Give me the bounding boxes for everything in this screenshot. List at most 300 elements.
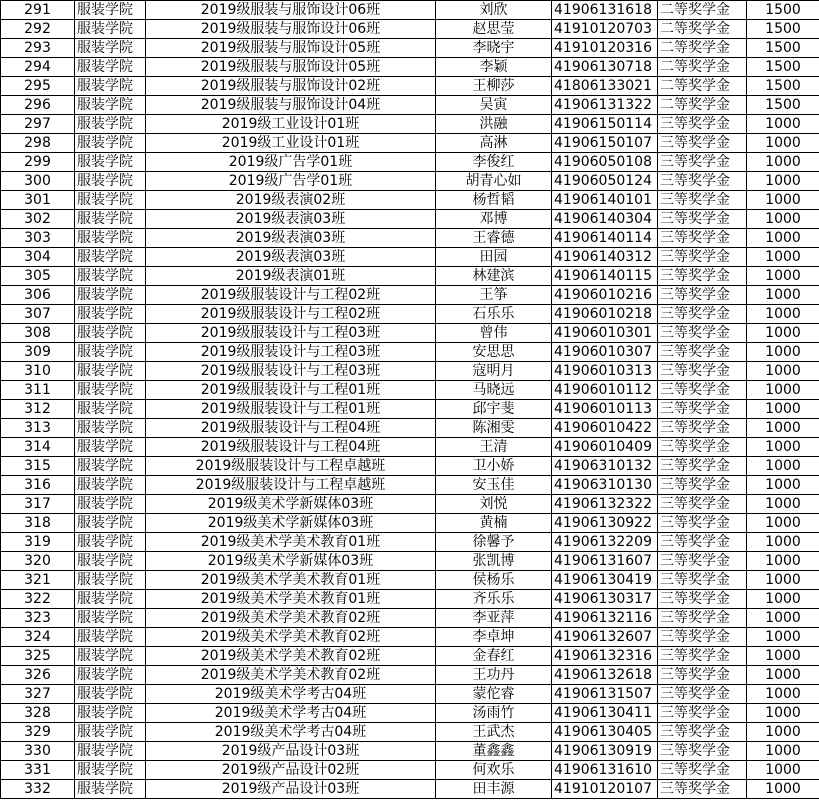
- award-cell[interactable]: 三等奖学金: [658, 438, 747, 457]
- college-cell[interactable]: 服装学院: [75, 39, 146, 58]
- student-id-cell[interactable]: 41906131322: [552, 96, 658, 115]
- amount-cell[interactable]: 1000: [747, 343, 819, 362]
- amount-cell[interactable]: 1500: [747, 1, 819, 20]
- class-cell[interactable]: 2019级表演03班: [146, 248, 436, 267]
- student-name-cell[interactable]: 王柳莎: [436, 77, 552, 96]
- amount-cell[interactable]: 1500: [747, 96, 819, 115]
- class-cell[interactable]: 2019级服装与服饰设计06班: [146, 20, 436, 39]
- class-cell[interactable]: 2019级服装与服饰设计05班: [146, 58, 436, 77]
- student-id-cell[interactable]: 41906010301: [552, 324, 658, 343]
- student-id-cell[interactable]: 41906140115: [552, 267, 658, 286]
- student-name-cell[interactable]: 安思思: [436, 343, 552, 362]
- class-cell[interactable]: 2019级服装设计与工程03班: [146, 343, 436, 362]
- class-cell[interactable]: 2019级表演01班: [146, 267, 436, 286]
- student-name-cell[interactable]: 邱宇斐: [436, 400, 552, 419]
- student-name-cell[interactable]: 卫小娇: [436, 457, 552, 476]
- student-id-cell[interactable]: 41906132322: [552, 495, 658, 514]
- college-cell[interactable]: 服装学院: [75, 761, 146, 780]
- amount-cell[interactable]: 1000: [747, 590, 819, 609]
- student-id-cell[interactable]: 41906140114: [552, 229, 658, 248]
- award-cell[interactable]: 三等奖学金: [658, 400, 747, 419]
- college-cell[interactable]: 服装学院: [75, 1, 146, 20]
- row-number-cell[interactable]: 301: [1, 191, 75, 210]
- award-cell[interactable]: 三等奖学金: [658, 362, 747, 381]
- student-id-cell[interactable]: 41906130405: [552, 723, 658, 742]
- award-cell[interactable]: 三等奖学金: [658, 305, 747, 324]
- student-name-cell[interactable]: 金春红: [436, 647, 552, 666]
- class-cell[interactable]: 2019级美术学美术教育01班: [146, 590, 436, 609]
- award-cell[interactable]: 三等奖学金: [658, 552, 747, 571]
- class-cell[interactable]: 2019级服装设计与工程01班: [146, 400, 436, 419]
- table-row: [1, 590, 819, 609]
- student-name-cell[interactable]: 李颖: [436, 58, 552, 77]
- table-row: [1, 457, 819, 476]
- student-id-cell[interactable]: 41906132116: [552, 609, 658, 628]
- award-cell[interactable]: 三等奖学金: [658, 571, 747, 590]
- amount-cell[interactable]: 1000: [747, 362, 819, 381]
- college-cell[interactable]: 服装学院: [75, 96, 146, 115]
- student-id-cell[interactable]: 41910120316: [552, 39, 658, 58]
- row-number-cell[interactable]: 325: [1, 647, 75, 666]
- college-cell[interactable]: 服装学院: [75, 590, 146, 609]
- college-cell[interactable]: 服装学院: [75, 58, 146, 77]
- college-cell[interactable]: 服装学院: [75, 20, 146, 39]
- award-cell[interactable]: 三等奖学金: [658, 533, 747, 552]
- student-id-cell[interactable]: 41906010112: [552, 381, 658, 400]
- row-number-cell[interactable]: 329: [1, 723, 75, 742]
- award-cell[interactable]: 三等奖学金: [658, 210, 747, 229]
- student-name-cell[interactable]: 王筝: [436, 286, 552, 305]
- award-cell[interactable]: 三等奖学金: [658, 780, 747, 799]
- amount-cell[interactable]: 1000: [747, 628, 819, 647]
- student-name-cell[interactable]: 赵思莹: [436, 20, 552, 39]
- amount-cell[interactable]: 1000: [747, 248, 819, 267]
- student-name-cell[interactable]: 蒙佗睿: [436, 685, 552, 704]
- row-number-cell[interactable]: 300: [1, 172, 75, 191]
- student-name-cell[interactable]: 邓博: [436, 210, 552, 229]
- award-cell[interactable]: 二等奖学金: [658, 20, 747, 39]
- college-cell[interactable]: 服装学院: [75, 400, 146, 419]
- class-cell[interactable]: 2019级服装设计与工程卓越班: [146, 457, 436, 476]
- class-cell[interactable]: 2019级表演03班: [146, 210, 436, 229]
- class-cell[interactable]: 2019级表演02班: [146, 191, 436, 210]
- row-number-cell[interactable]: 326: [1, 666, 75, 685]
- student-id-cell[interactable]: 41906010218: [552, 305, 658, 324]
- row-number-cell[interactable]: 331: [1, 761, 75, 780]
- student-id-cell[interactable]: 41806133021: [552, 77, 658, 96]
- row-number-cell[interactable]: 322: [1, 590, 75, 609]
- student-id-cell[interactable]: 41906130317: [552, 590, 658, 609]
- row-number-cell[interactable]: 327: [1, 685, 75, 704]
- student-id-cell[interactable]: 41906010422: [552, 419, 658, 438]
- college-cell[interactable]: 服装学院: [75, 381, 146, 400]
- class-cell[interactable]: 2019级美术学美术教育01班: [146, 571, 436, 590]
- row-number-cell[interactable]: 332: [1, 780, 75, 799]
- row-number-cell[interactable]: 298: [1, 134, 75, 153]
- row-number-cell[interactable]: 316: [1, 476, 75, 495]
- student-id-cell[interactable]: 41906132316: [552, 647, 658, 666]
- award-cell[interactable]: 二等奖学金: [658, 96, 747, 115]
- amount-cell[interactable]: 1000: [747, 267, 819, 286]
- amount-cell[interactable]: 1500: [747, 77, 819, 96]
- row-number-cell[interactable]: 321: [1, 571, 75, 590]
- amount-cell[interactable]: 1000: [747, 305, 819, 324]
- amount-cell[interactable]: 1000: [747, 419, 819, 438]
- college-cell[interactable]: 服装学院: [75, 723, 146, 742]
- college-cell[interactable]: 服装学院: [75, 267, 146, 286]
- row-number-cell[interactable]: 330: [1, 742, 75, 761]
- student-name-cell[interactable]: 杨哲韬: [436, 191, 552, 210]
- amount-cell[interactable]: 1000: [747, 533, 819, 552]
- class-cell[interactable]: 2019级美术学美术教育01班: [146, 533, 436, 552]
- college-cell[interactable]: 服装学院: [75, 666, 146, 685]
- student-id-cell[interactable]: 41906131610: [552, 761, 658, 780]
- student-name-cell[interactable]: 汤雨竹: [436, 704, 552, 723]
- table-row: [1, 305, 819, 324]
- row-number-cell[interactable]: 318: [1, 514, 75, 533]
- class-cell[interactable]: 2019级美术学新媒体03班: [146, 514, 436, 533]
- class-cell[interactable]: 2019级服装与服饰设计06班: [146, 1, 436, 20]
- student-name-cell[interactable]: 何欢乐: [436, 761, 552, 780]
- college-cell[interactable]: 服装学院: [75, 286, 146, 305]
- student-id-cell[interactable]: 41906010313: [552, 362, 658, 381]
- student-name-cell[interactable]: 马晓远: [436, 381, 552, 400]
- student-name-cell[interactable]: 张凯博: [436, 552, 552, 571]
- award-cell[interactable]: 三等奖学金: [658, 666, 747, 685]
- college-cell[interactable]: 服装学院: [75, 609, 146, 628]
- amount-cell[interactable]: 1000: [747, 742, 819, 761]
- student-id-cell[interactable]: 41906130419: [552, 571, 658, 590]
- amount-cell[interactable]: 1500: [747, 39, 819, 58]
- award-cell[interactable]: 三等奖学金: [658, 761, 747, 780]
- amount-cell[interactable]: 1000: [747, 647, 819, 666]
- student-id-cell[interactable]: 41906050124: [552, 172, 658, 191]
- amount-cell[interactable]: 1000: [747, 552, 819, 571]
- student-id-cell[interactable]: 41906132209: [552, 533, 658, 552]
- class-cell[interactable]: 2019级服装设计与工程03班: [146, 362, 436, 381]
- college-cell[interactable]: 服装学院: [75, 248, 146, 267]
- row-number-cell[interactable]: 305: [1, 267, 75, 286]
- college-cell[interactable]: 服装学院: [75, 153, 146, 172]
- student-name-cell[interactable]: 齐乐乐: [436, 590, 552, 609]
- amount-cell[interactable]: 1000: [747, 514, 819, 533]
- student-id-cell[interactable]: 41906010307: [552, 343, 658, 362]
- amount-cell[interactable]: 1000: [747, 286, 819, 305]
- award-cell[interactable]: 三等奖学金: [658, 514, 747, 533]
- award-cell[interactable]: 三等奖学金: [658, 457, 747, 476]
- college-cell[interactable]: 服装学院: [75, 343, 146, 362]
- award-cell[interactable]: 三等奖学金: [658, 324, 747, 343]
- amount-cell[interactable]: 1000: [747, 191, 819, 210]
- class-cell[interactable]: 2019级服装与服饰设计02班: [146, 77, 436, 96]
- amount-cell[interactable]: 1000: [747, 704, 819, 723]
- amount-cell[interactable]: 1000: [747, 134, 819, 153]
- row-number-cell[interactable]: 315: [1, 457, 75, 476]
- class-cell[interactable]: 2019级美术学考古04班: [146, 685, 436, 704]
- student-name-cell[interactable]: 安玉佳: [436, 476, 552, 495]
- college-cell[interactable]: 服装学院: [75, 210, 146, 229]
- row-number-cell[interactable]: 309: [1, 343, 75, 362]
- amount-cell[interactable]: 1000: [747, 761, 819, 780]
- amount-cell[interactable]: 1000: [747, 400, 819, 419]
- class-cell[interactable]: 2019级服装与服饰设计04班: [146, 96, 436, 115]
- amount-cell[interactable]: 1000: [747, 153, 819, 172]
- award-cell[interactable]: 三等奖学金: [658, 115, 747, 134]
- student-name-cell[interactable]: 王武杰: [436, 723, 552, 742]
- student-name-cell[interactable]: 田丰源: [436, 780, 552, 799]
- award-cell[interactable]: 三等奖学金: [658, 590, 747, 609]
- amount-cell[interactable]: 1000: [747, 609, 819, 628]
- student-name-cell[interactable]: 王功丹: [436, 666, 552, 685]
- row-number-cell[interactable]: 311: [1, 381, 75, 400]
- class-cell[interactable]: 2019级美术学美术教育02班: [146, 666, 436, 685]
- award-cell[interactable]: 三等奖学金: [658, 704, 747, 723]
- row-number-cell[interactable]: 328: [1, 704, 75, 723]
- college-cell[interactable]: 服装学院: [75, 571, 146, 590]
- amount-cell[interactable]: 1000: [747, 324, 819, 343]
- amount-cell[interactable]: 1500: [747, 20, 819, 39]
- college-cell[interactable]: 服装学院: [75, 780, 146, 799]
- student-name-cell[interactable]: 王睿德: [436, 229, 552, 248]
- award-cell[interactable]: 三等奖学金: [658, 172, 747, 191]
- amount-cell[interactable]: 1000: [747, 229, 819, 248]
- row-number-cell[interactable]: 313: [1, 419, 75, 438]
- student-id-cell[interactable]: 41906310132: [552, 457, 658, 476]
- amount-cell[interactable]: 1000: [747, 381, 819, 400]
- student-id-cell[interactable]: 41906310130: [552, 476, 658, 495]
- amount-cell[interactable]: 1000: [747, 457, 819, 476]
- class-cell[interactable]: 2019级美术学新媒体03班: [146, 552, 436, 571]
- award-cell[interactable]: 三等奖学金: [658, 609, 747, 628]
- class-cell[interactable]: 2019级产品设计03班: [146, 780, 436, 799]
- college-cell[interactable]: 服装学院: [75, 704, 146, 723]
- award-cell[interactable]: 三等奖学金: [658, 381, 747, 400]
- class-cell[interactable]: 2019级美术学新媒体03班: [146, 495, 436, 514]
- student-name-cell[interactable]: 吴寅: [436, 96, 552, 115]
- student-id-cell[interactable]: 41906131507: [552, 685, 658, 704]
- student-name-cell[interactable]: 王清: [436, 438, 552, 457]
- college-cell[interactable]: 服装学院: [75, 514, 146, 533]
- student-id-cell[interactable]: 41906010409: [552, 438, 658, 457]
- class-cell[interactable]: 2019级服装设计与工程02班: [146, 305, 436, 324]
- award-cell[interactable]: 三等奖学金: [658, 343, 747, 362]
- student-id-cell[interactable]: 41906132607: [552, 628, 658, 647]
- row-number-cell[interactable]: 292: [1, 20, 75, 39]
- class-cell[interactable]: 2019级广告学01班: [146, 153, 436, 172]
- award-cell[interactable]: 三等奖学金: [658, 476, 747, 495]
- row-number-cell[interactable]: 303: [1, 229, 75, 248]
- row-number-cell[interactable]: 324: [1, 628, 75, 647]
- class-cell[interactable]: 2019级服装设计与工程03班: [146, 324, 436, 343]
- amount-cell[interactable]: 1000: [747, 723, 819, 742]
- student-name-cell[interactable]: 刘欣: [436, 1, 552, 20]
- award-cell[interactable]: 三等奖学金: [658, 419, 747, 438]
- row-number-cell[interactable]: 294: [1, 58, 75, 77]
- amount-cell[interactable]: 1000: [747, 495, 819, 514]
- class-cell[interactable]: 2019级工业设计01班: [146, 115, 436, 134]
- college-cell[interactable]: 服装学院: [75, 552, 146, 571]
- student-id-cell[interactable]: 41906150107: [552, 134, 658, 153]
- student-name-cell[interactable]: 李卓坤: [436, 628, 552, 647]
- college-cell[interactable]: 服装学院: [75, 362, 146, 381]
- class-cell[interactable]: 2019级服装设计与工程卓越班: [146, 476, 436, 495]
- award-cell[interactable]: 三等奖学金: [658, 229, 747, 248]
- student-id-cell[interactable]: 41910120107: [552, 780, 658, 799]
- class-cell[interactable]: 2019级服装与服饰设计05班: [146, 39, 436, 58]
- student-name-cell[interactable]: 侯杨乐: [436, 571, 552, 590]
- college-cell[interactable]: 服装学院: [75, 419, 146, 438]
- class-cell[interactable]: 2019级服装设计与工程04班: [146, 419, 436, 438]
- college-cell[interactable]: 服装学院: [75, 324, 146, 343]
- class-cell[interactable]: 2019级美术学美术教育02班: [146, 609, 436, 628]
- row-number-cell[interactable]: 296: [1, 96, 75, 115]
- college-cell[interactable]: 服装学院: [75, 685, 146, 704]
- row-number-cell[interactable]: 308: [1, 324, 75, 343]
- student-name-cell[interactable]: 胡青心如: [436, 172, 552, 191]
- college-cell[interactable]: 服装学院: [75, 229, 146, 248]
- student-name-cell[interactable]: 黄楠: [436, 514, 552, 533]
- student-id-cell[interactable]: 41906130919: [552, 742, 658, 761]
- student-id-cell[interactable]: 41906010216: [552, 286, 658, 305]
- amount-cell[interactable]: 1000: [747, 685, 819, 704]
- student-name-cell[interactable]: 石乐乐: [436, 305, 552, 324]
- award-cell[interactable]: 三等奖学金: [658, 248, 747, 267]
- college-cell[interactable]: 服装学院: [75, 647, 146, 666]
- student-name-cell[interactable]: 田园: [436, 248, 552, 267]
- amount-cell[interactable]: 1000: [747, 172, 819, 191]
- table-row: [1, 628, 819, 647]
- student-id-cell[interactable]: 41906130718: [552, 58, 658, 77]
- class-cell[interactable]: 2019级美术学考古04班: [146, 723, 436, 742]
- college-cell[interactable]: 服装学院: [75, 742, 146, 761]
- award-cell[interactable]: 二等奖学金: [658, 39, 747, 58]
- student-id-cell[interactable]: 41906150114: [552, 115, 658, 134]
- student-id-cell[interactable]: 41906130411: [552, 704, 658, 723]
- student-name-cell[interactable]: 李亚萍: [436, 609, 552, 628]
- student-name-cell[interactable]: 高淋: [436, 134, 552, 153]
- table-row: [1, 20, 819, 39]
- class-cell[interactable]: 2019级服装设计与工程04班: [146, 438, 436, 457]
- college-cell[interactable]: 服装学院: [75, 438, 146, 457]
- amount-cell[interactable]: 1000: [747, 476, 819, 495]
- college-cell[interactable]: 服装学院: [75, 476, 146, 495]
- student-name-cell[interactable]: 徐馨予: [436, 533, 552, 552]
- award-cell[interactable]: 三等奖学金: [658, 153, 747, 172]
- amount-cell[interactable]: 1000: [747, 210, 819, 229]
- student-name-cell[interactable]: 李晓宇: [436, 39, 552, 58]
- student-id-cell[interactable]: 41906010113: [552, 400, 658, 419]
- row-number-cell[interactable]: 310: [1, 362, 75, 381]
- class-cell[interactable]: 2019级美术学考古04班: [146, 704, 436, 723]
- class-cell[interactable]: 2019级服装设计与工程01班: [146, 381, 436, 400]
- college-cell[interactable]: 服装学院: [75, 134, 146, 153]
- student-name-cell[interactable]: 陈湘雯: [436, 419, 552, 438]
- award-cell[interactable]: 三等奖学金: [658, 495, 747, 514]
- amount-cell[interactable]: 1000: [747, 571, 819, 590]
- amount-cell[interactable]: 1000: [747, 780, 819, 799]
- award-cell[interactable]: 三等奖学金: [658, 685, 747, 704]
- class-cell[interactable]: 2019级美术学美术教育02班: [146, 628, 436, 647]
- row-number-cell[interactable]: 319: [1, 533, 75, 552]
- row-number-cell[interactable]: 304: [1, 248, 75, 267]
- student-name-cell[interactable]: 曾伟: [436, 324, 552, 343]
- student-id-cell[interactable]: 41906130922: [552, 514, 658, 533]
- college-cell[interactable]: 服装学院: [75, 305, 146, 324]
- student-name-cell[interactable]: 董鑫鑫: [436, 742, 552, 761]
- award-cell[interactable]: 三等奖学金: [658, 742, 747, 761]
- row-number-cell[interactable]: 320: [1, 552, 75, 571]
- college-cell[interactable]: 服装学院: [75, 457, 146, 476]
- student-name-cell[interactable]: 刘悦: [436, 495, 552, 514]
- award-cell[interactable]: 三等奖学金: [658, 134, 747, 153]
- college-cell[interactable]: 服装学院: [75, 191, 146, 210]
- student-id-cell[interactable]: 41906131607: [552, 552, 658, 571]
- student-id-cell[interactable]: 41906140304: [552, 210, 658, 229]
- award-cell[interactable]: 二等奖学金: [658, 77, 747, 96]
- class-cell[interactable]: 2019级工业设计01班: [146, 134, 436, 153]
- class-cell[interactable]: 2019级美术学美术教育02班: [146, 647, 436, 666]
- class-cell[interactable]: 2019级服装设计与工程02班: [146, 286, 436, 305]
- award-cell[interactable]: 三等奖学金: [658, 286, 747, 305]
- student-id-cell[interactable]: 41906132618: [552, 666, 658, 685]
- student-id-cell[interactable]: 41910120703: [552, 20, 658, 39]
- student-id-cell[interactable]: 41906140101: [552, 191, 658, 210]
- amount-cell[interactable]: 1500: [747, 58, 819, 77]
- row-number-cell[interactable]: 306: [1, 286, 75, 305]
- class-cell[interactable]: 2019级表演03班: [146, 229, 436, 248]
- amount-cell[interactable]: 1000: [747, 115, 819, 134]
- college-cell[interactable]: 服装学院: [75, 495, 146, 514]
- student-name-cell[interactable]: 洪融: [436, 115, 552, 134]
- award-cell[interactable]: 二等奖学金: [658, 58, 747, 77]
- row-number-cell[interactable]: 295: [1, 77, 75, 96]
- award-cell[interactable]: 三等奖学金: [658, 191, 747, 210]
- row-number-cell[interactable]: 312: [1, 400, 75, 419]
- college-cell[interactable]: 服装学院: [75, 628, 146, 647]
- row-number-cell[interactable]: 297: [1, 115, 75, 134]
- college-cell[interactable]: 服装学院: [75, 533, 146, 552]
- class-cell[interactable]: 2019级产品设计02班: [146, 761, 436, 780]
- student-name-cell[interactable]: 李俊红: [436, 153, 552, 172]
- amount-cell[interactable]: 1000: [747, 438, 819, 457]
- row-number-cell[interactable]: 317: [1, 495, 75, 514]
- award-cell[interactable]: 三等奖学金: [658, 267, 747, 286]
- row-number-cell[interactable]: 323: [1, 609, 75, 628]
- amount-cell[interactable]: 1000: [747, 666, 819, 685]
- college-cell[interactable]: 服装学院: [75, 77, 146, 96]
- row-number-cell[interactable]: 299: [1, 153, 75, 172]
- award-cell[interactable]: 二等奖学金: [658, 1, 747, 20]
- class-cell[interactable]: 2019级产品设计03班: [146, 742, 436, 761]
- row-number-cell[interactable]: 314: [1, 438, 75, 457]
- row-number-cell[interactable]: 291: [1, 1, 75, 20]
- row-number-cell[interactable]: 302: [1, 210, 75, 229]
- row-number-cell[interactable]: 293: [1, 39, 75, 58]
- class-cell[interactable]: 2019级广告学01班: [146, 172, 436, 191]
- student-name-cell[interactable]: 寇明月: [436, 362, 552, 381]
- student-name-cell[interactable]: 林建滨: [436, 267, 552, 286]
- award-cell[interactable]: 三等奖学金: [658, 628, 747, 647]
- college-cell[interactable]: 服装学院: [75, 172, 146, 191]
- student-id-cell[interactable]: 41906140312: [552, 248, 658, 267]
- table-row: [1, 115, 819, 134]
- row-number-cell[interactable]: 307: [1, 305, 75, 324]
- award-cell[interactable]: 三等奖学金: [658, 647, 747, 666]
- award-cell[interactable]: 三等奖学金: [658, 723, 747, 742]
- student-id-cell[interactable]: 41906050108: [552, 153, 658, 172]
- college-cell[interactable]: 服装学院: [75, 115, 146, 134]
- student-id-cell[interactable]: 41906131618: [552, 1, 658, 20]
